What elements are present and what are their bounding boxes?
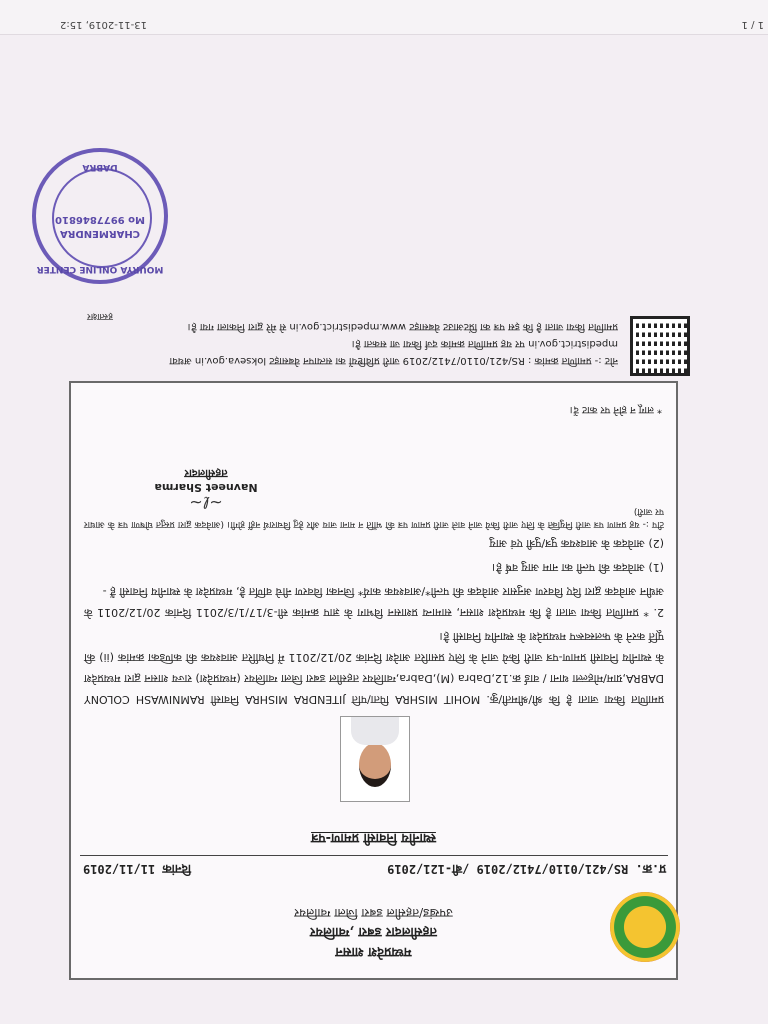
reference-number: प्र.क्र. RS/421/0110/7412/2019 /बी-121/2019 <box>387 862 666 876</box>
certificate-frame <box>69 381 678 980</box>
para-2: 2. * प्रमाणित किया जाता है कि मध्यप्रदेश शासन, सामान्य प्रशासन विभाग के ज्ञाप क्रमांक सी-3/17/1/3/2011 दिनांक 20/12/2011 के अधीन आवेदक द्वारा दिए विवरण अनुसार आवेदक की पत्नी*/आवश्यक कार्य* जिनका विवरण नीचे वर्णित है, मध्यप्रदेश के स्थानीय निवासी हैं - <box>84 585 664 619</box>
para-1: प्रमाणित किया जाता है कि श्री/श्रीमती/कु. MOHIT MISHRA पिता/पति JITENDRA MISHRA निवासी RAMNIWASH COLONY DABRA,ग्राम/मोहल्ला थाना / वार्ड क्र.12,Dabra (M),Dabra,ग्वालियर तहसील डबरा जिला ग्वालियर (मध्यप्रदेश) राज्य शासन द्वारा मध्यप्रदेश के स्थानीय निवासी प्रमाण-पत्र जारी किये जाने के लिए प्रसारित आदेश दिनांक 20/12/2011 में निर्धारित आवश्यक की कण्डिका क्रमांक (ii) की पूर्ति करने के फलस्वरूप मध्यप्रदेश के स्थानीय निवासी है। <box>84 630 664 706</box>
signature-scribble: ~ℓ~ <box>189 493 223 512</box>
verifier-label: हस्ताक्षर <box>87 311 113 321</box>
office-subheading: उपखंड/तहसील डबरा जिला ग्वालियर <box>294 906 453 920</box>
footnote: * लागू न होने पर काट दें। <box>569 404 662 415</box>
stamp-name: CHARMENDRA <box>59 228 141 239</box>
certificate-body <box>84 501 664 710</box>
photo-shirt <box>351 717 399 745</box>
item-1: (1) आवेदक की पत्नी का नाम आयु वर्ष है। <box>491 561 664 574</box>
verifier-signature <box>60 311 140 324</box>
small-note: टीप :- यह प्रमाण पत्र जारी नियुक्ति के लिए जारी किये जाने वाले जारी प्रमाण पत्र की भाँति न माना जाय और हेतु विचारार्थ नहीं होगी। (आवेदक द्वारा प्रस्तुत घोषणा पत्र के आधार पर जारी) <box>84 506 664 529</box>
verification-text <box>88 318 618 369</box>
reference-date: दिनांक 11/11/2019 <box>83 862 191 876</box>
photo-head <box>359 743 391 787</box>
government-heading: मध्यप्रदेश शासन <box>335 944 412 959</box>
stamp-top-text: MOURYA ONLINE CENTER <box>36 264 164 274</box>
item-2: (2) आवेदक के आवश्यक पुत्र/पुत्री एवं आयु <box>489 537 664 550</box>
rubber-stamp <box>32 148 168 284</box>
stamp-phone: Mo 9977846810 <box>55 214 145 225</box>
verification-line-1: नोट :- प्रमाणित क्रमांक : RS/421/0110/7412/2019 जारी प्रविष्टियों का सत्यापन वेबसाइट lokseva.gov.in अथवा <box>169 355 618 366</box>
signatory-designation: तहसीलदार <box>184 467 228 480</box>
signature-block <box>131 466 281 512</box>
qr-code-icon <box>630 316 690 376</box>
verification-line-3: प्रमाणित किया जाता है कि इस पत्र का प्रिंटआउट वेबसाइट www.mpedistrict.gov.in से मेरे द्वारा निकाला गया है। <box>187 321 618 332</box>
stamp-middle-text <box>36 212 164 240</box>
applicant-photo <box>340 716 410 802</box>
stamp-bottom-text: DABRA <box>82 162 118 172</box>
page-count: 1 / 1 <box>741 19 764 30</box>
verification-line-2: mpedistrict.gov.in पर यह प्रमाणित क्रमांक दर्ज किया जा सकता है। <box>351 338 618 349</box>
signatory-name: Navneet Sharma <box>154 481 258 494</box>
header-divider <box>80 855 668 856</box>
print-timestamp: 13-11-2019, 15:2 <box>60 19 147 30</box>
office-heading: तहसीलदार डबरा ,ग्वालियर <box>310 924 437 939</box>
certificate-title: स्थानीय निवासी प्रमाण-पत्र <box>311 830 436 845</box>
